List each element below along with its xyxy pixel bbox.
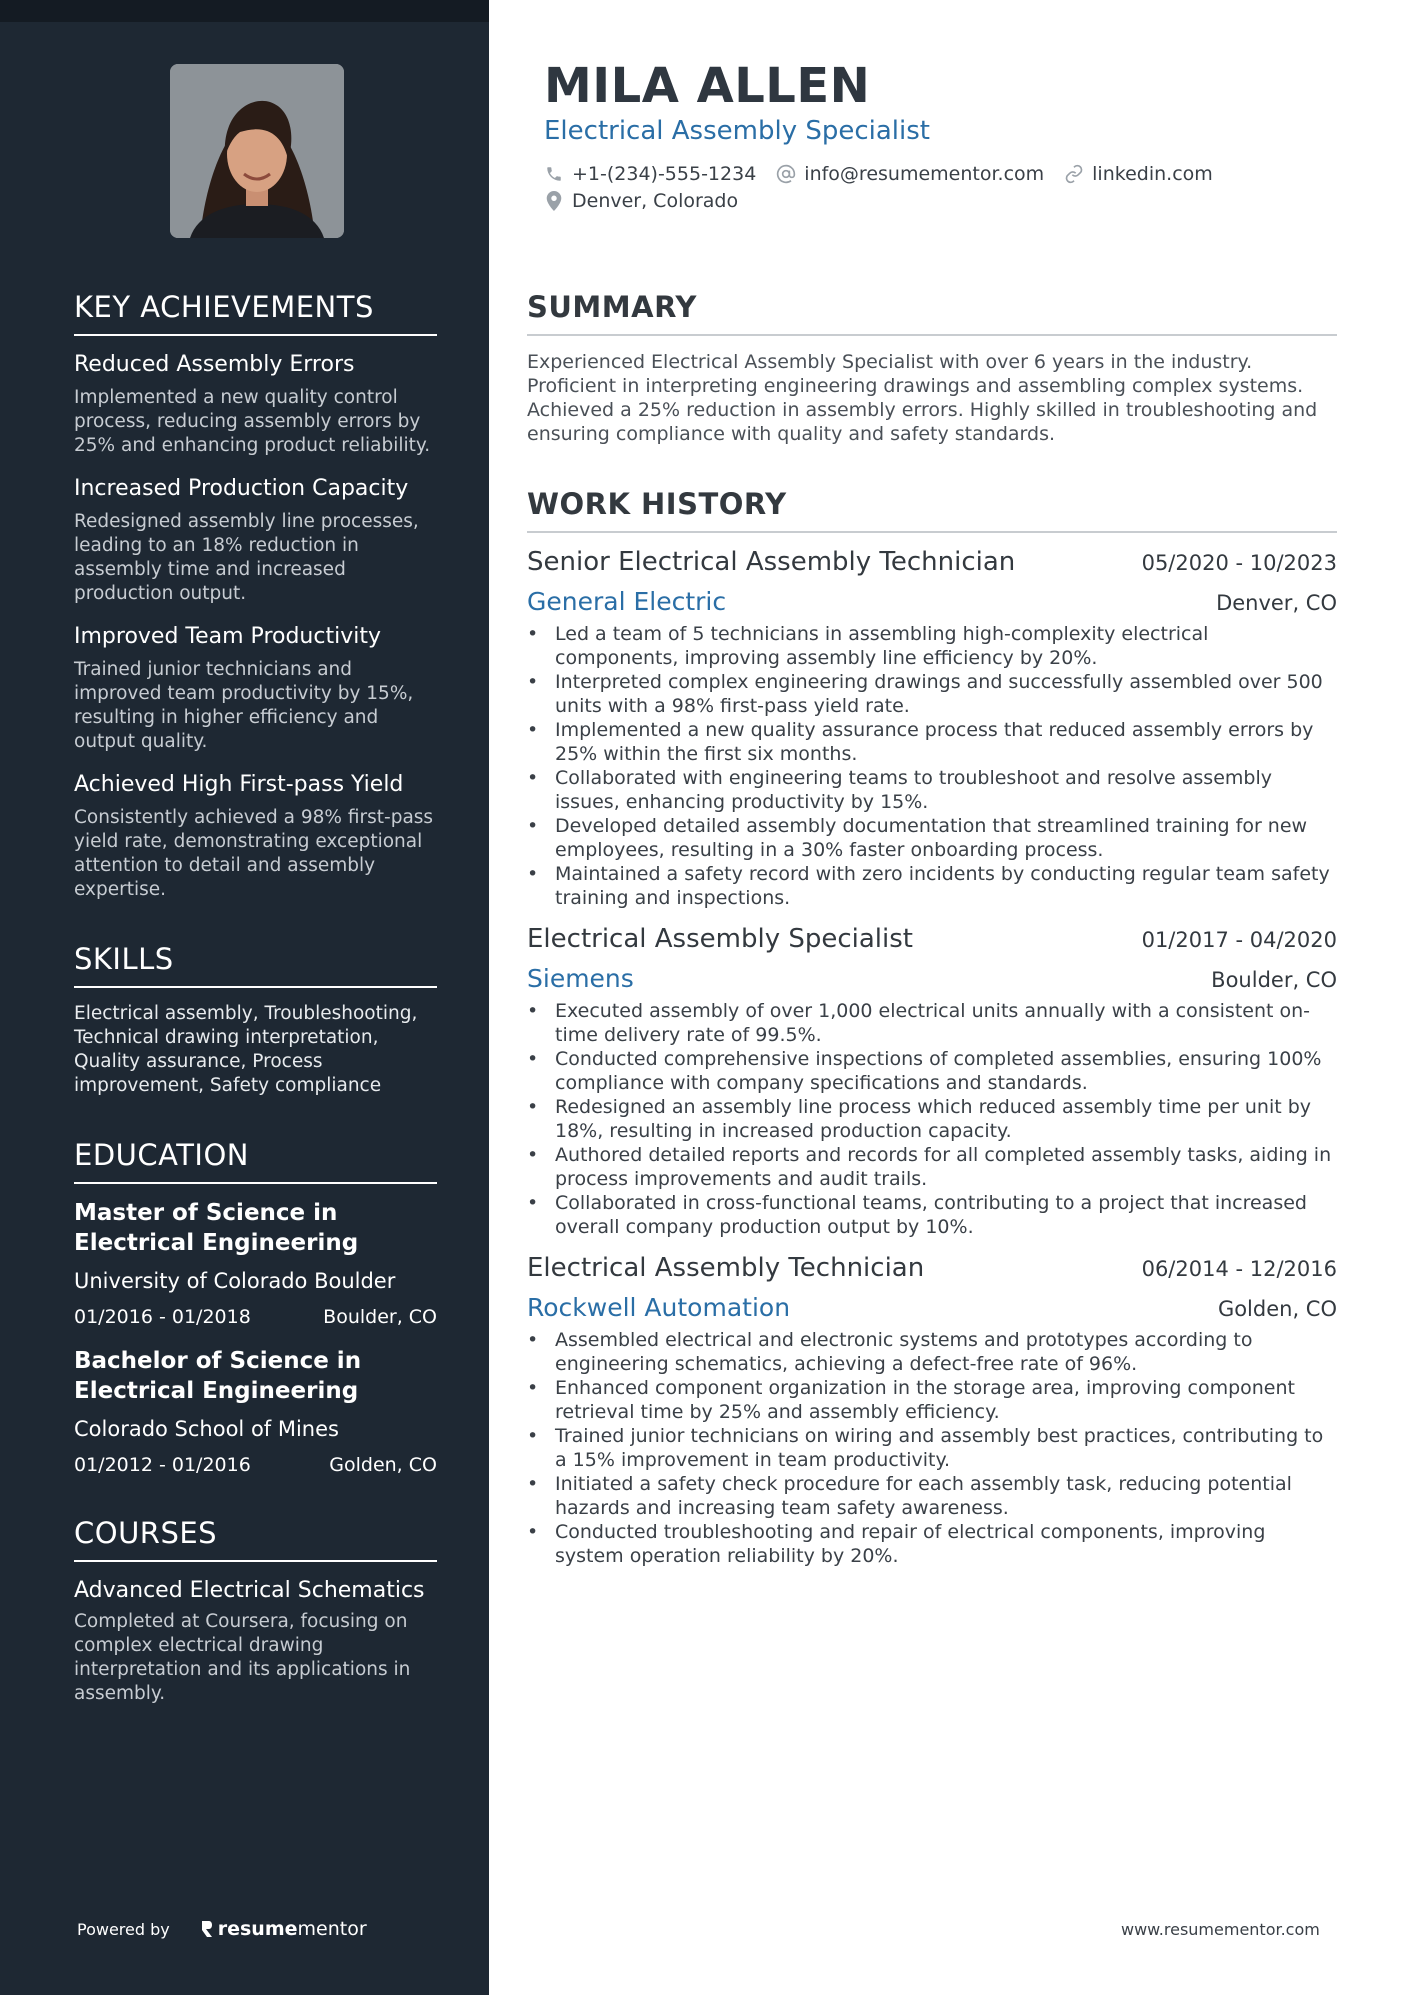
achievement-title: Achieved High First-pass Yield — [74, 772, 404, 797]
email-text: info@resumementor.com — [804, 163, 1045, 185]
achievement-title: Improved Team Productivity — [74, 624, 381, 649]
work-history-section — [527, 487, 1337, 1582]
main-content — [527, 0, 1337, 1995]
job-bullets — [527, 999, 1337, 1239]
job-entry — [527, 547, 1337, 910]
education-location: Boulder, CO — [323, 1306, 437, 1328]
summary-text: Experienced Electrical Assembly Specialist with over 6 years in the industry. Proficient in interpreting engineering drawings and assembling complex systems. Achieved a 25% reduction in assembly errors. Highly skilled in troubleshooting and ensuring compliance with quality and safety standards. — [527, 351, 1318, 445]
achievement-item — [74, 770, 437, 902]
job-location: Boulder, CO — [1211, 968, 1337, 992]
achievement-item — [74, 622, 437, 754]
education-dates: 01/2012 - 01/2016 — [74, 1454, 251, 1476]
achievement-description: Redesigned assembly line processes, leading to an 18% reduction in assembly time and increased production output. — [74, 511, 419, 604]
brand-name-strong: resume — [217, 1918, 298, 1940]
job-bullet: • Initiated a safety check procedure for each assembly task, reducing potential hazards and increasing team safety awareness. — [527, 1472, 1337, 1520]
job-location: Golden, CO — [1217, 1297, 1337, 1321]
job-subheader — [527, 964, 1337, 993]
at-sign-icon — [776, 164, 796, 184]
job-dates: 05/2020 - 10/2023 — [1141, 551, 1337, 575]
candidate-name: MILA ALLEN — [544, 58, 871, 114]
link-icon — [1064, 164, 1084, 184]
achievement-item — [74, 350, 437, 458]
linkedin-text: linkedin.com — [1092, 163, 1213, 185]
job-bullet: • Enhanced component organization in the storage area, improving component retrieval time by 25% and assembly efficiency. — [527, 1376, 1337, 1424]
education-school: Colorado School of Mines — [74, 1417, 339, 1441]
education-meta — [74, 1454, 437, 1476]
job-bullet: • Conducted comprehensive inspections of completed assemblies, ensuring 100% compliance with company specifications and standards. — [527, 1047, 1337, 1095]
education-heading: EDUCATION — [74, 1138, 437, 1184]
job-bullet: • Collaborated with engineering teams to troubleshoot and resolve assembly issues, enhancing productivity by 15%. — [527, 766, 1337, 814]
job-dates: 01/2017 - 04/2020 — [1141, 928, 1337, 952]
work-history-heading: WORK HISTORY — [527, 487, 1337, 533]
contact-row — [544, 163, 1233, 185]
education-degree: Master of Science in Electrical Engineering — [74, 1200, 359, 1256]
achievement-description: Consistently achieved a 98% first-pass yield rate, demonstrating exceptional attention to detail and assembly expertise. — [74, 807, 434, 900]
job-bullet: • Maintained a safety record with zero incidents by conducting regular team safety training and inspections. — [527, 862, 1337, 910]
brand-name-light: mentor — [297, 1918, 367, 1940]
education-meta — [74, 1306, 437, 1328]
job-header — [527, 924, 1337, 954]
job-dates: 06/2014 - 12/2016 — [1141, 1257, 1337, 1281]
job-company: Siemens — [527, 964, 634, 993]
profile-photo — [170, 64, 344, 238]
job-bullet: • Assembled electrical and electronic systems and prototypes according to engineering schematics, achieving a defect-free rate of 96%. — [527, 1328, 1337, 1376]
resumementor-logo-icon — [200, 1919, 214, 1939]
phone-icon — [544, 164, 564, 184]
courses-heading: COURSES — [74, 1516, 437, 1562]
skills-heading: SKILLS — [74, 942, 437, 988]
candidate-title: Electrical Assembly Specialist — [544, 116, 930, 146]
job-bullets — [527, 622, 1337, 910]
course-description: Completed at Coursera, focusing on complex electrical drawing interpretation and its applications in assembly. — [74, 1611, 411, 1704]
portrait-illustration — [170, 64, 344, 238]
footer-website-link[interactable]: www.resumementor.com — [1121, 1920, 1320, 1939]
education-location: Golden, CO — [329, 1454, 437, 1476]
achievement-item — [74, 474, 437, 606]
job-subheader — [527, 587, 1337, 616]
job-header — [527, 1253, 1337, 1283]
job-location: Denver, CO — [1216, 591, 1337, 615]
phone-text: +1-(234)-555-1234 — [572, 163, 757, 185]
education-item — [74, 1346, 437, 1476]
job-role: Senior Electrical Assembly Technician — [527, 547, 1016, 577]
job-company: General Electric — [527, 587, 727, 616]
education-degree: Bachelor of Science in Electrical Engineering — [74, 1348, 362, 1404]
contact-row-location — [544, 190, 758, 212]
job-bullet: • Interpreted complex engineering drawings and successfully assembled over 500 units with a 98% first-pass yield rate. — [527, 670, 1337, 718]
achievement-title: Increased Production Capacity — [74, 476, 409, 501]
achievement-title: Reduced Assembly Errors — [74, 352, 355, 377]
job-bullet: • Led a team of 5 technicians in assembling high-complexity electrical components, improving assembly line efficiency by 20%. — [527, 622, 1337, 670]
job-company: Rockwell Automation — [527, 1293, 791, 1322]
job-bullet: • Authored detailed reports and records for all completed assembly tasks, aiding in process improvements and audit trails. — [527, 1143, 1337, 1191]
achievement-description: Implemented a new quality control process, reducing assembly errors by 25% and enhancing product reliability. — [74, 387, 431, 456]
course-title: Advanced Electrical Schematics — [74, 1578, 425, 1603]
job-bullet: • Trained junior technicians on wiring and assembly best practices, contributing to a 15% improvement in team productivity. — [527, 1424, 1337, 1472]
summary-section — [527, 290, 1337, 446]
summary-heading: SUMMARY — [527, 290, 1337, 336]
job-entry — [527, 924, 1337, 1239]
course-item — [74, 1576, 437, 1706]
job-bullet: • Redesigned an assembly line process which reduced assembly time per unit by 18%, resulting in increased production capacity. — [527, 1095, 1337, 1143]
education-school: University of Colorado Boulder — [74, 1269, 396, 1293]
achievement-description: Trained junior technicians and improved team productivity by 15%, resulting in higher efficiency and output quality. — [74, 659, 414, 752]
job-bullet: • Executed assembly of over 1,000 electrical units annually with a consistent on-time delivery rate of 99.5%. — [527, 999, 1337, 1047]
job-entry — [527, 1253, 1337, 1568]
job-bullets — [527, 1328, 1337, 1568]
skills-list: Electrical assembly, Troubleshooting, Technical drawing interpretation, Quality assurance, Process improvement, Safety compliance — [74, 1003, 418, 1096]
job-bullet: • Developed detailed assembly documentation that streamlined training for new employees, resulting in a 30% faster onboarding process. — [527, 814, 1337, 862]
job-role: Electrical Assembly Technician — [527, 1253, 925, 1283]
education-section — [74, 1138, 437, 1476]
contact-linkedin[interactable] — [1064, 163, 1213, 185]
sidebar-top-band — [0, 0, 489, 22]
map-pin-icon — [544, 191, 564, 211]
sidebar — [0, 0, 489, 1995]
sidebar-content — [74, 290, 437, 1746]
contact-phone[interactable] — [544, 163, 756, 185]
location-text: Denver, Colorado — [572, 190, 739, 212]
education-item — [74, 1198, 437, 1328]
education-dates: 01/2016 - 01/2018 — [74, 1306, 251, 1328]
job-header — [527, 547, 1337, 577]
contact-email[interactable] — [776, 163, 1044, 185]
skills-section — [74, 942, 437, 1098]
courses-section — [74, 1516, 437, 1706]
key-achievements-heading: KEY ACHIEVEMENTS — [74, 290, 437, 336]
job-bullet: • Implemented a new quality assurance process that reduced assembly errors by 25% within the first six months. — [527, 718, 1337, 766]
contact-location — [544, 190, 738, 212]
job-bullet: • Collaborated in cross-functional teams, contributing to a project that increased overall company production output by 10%. — [527, 1191, 1337, 1239]
key-achievements-section — [74, 290, 437, 902]
job-bullet: • Conducted troubleshooting and repair of electrical components, improving system operation reliability by 20%. — [527, 1520, 1337, 1568]
job-role: Electrical Assembly Specialist — [527, 924, 913, 954]
resumementor-logo[interactable] — [200, 1918, 367, 1940]
powered-by — [77, 1918, 367, 1940]
job-subheader — [527, 1293, 1337, 1322]
powered-by-label: Powered by — [77, 1919, 170, 1939]
